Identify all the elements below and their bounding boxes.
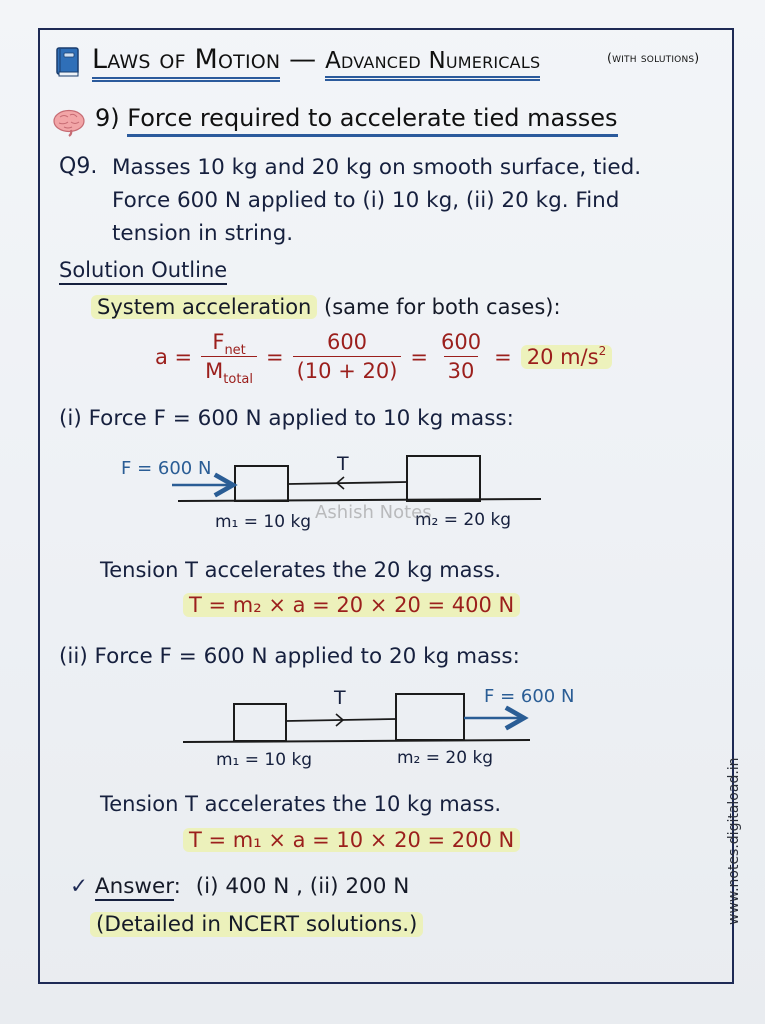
case2-tension-label: T: [334, 687, 346, 709]
title-dash: —: [289, 44, 317, 75]
answer-label: Answer: [94, 874, 174, 899]
case2-m1-label: m₁ = 10 kg: [216, 750, 313, 770]
system-acceleration-note: (same for both cases):: [324, 295, 561, 319]
section-number: 9): [95, 104, 120, 132]
system-acceleration-label: System acceleration: [91, 295, 317, 319]
fraction-numerator: 600: [441, 330, 482, 354]
result-exponent: 2: [598, 343, 607, 358]
case1-m1-label: m₁ = 10 kg: [215, 512, 312, 532]
fraction-numerator: 600: [326, 330, 368, 354]
case1-title: (i) Force F = 600 N applied to 10 kg mass:: [59, 406, 514, 431]
question-line: tension in string.: [112, 221, 294, 246]
case2-title: (ii) Force F = 600 N applied to 20 kg mass:: [59, 644, 520, 669]
mass-block-m1: [235, 466, 288, 501]
diagram-case2: [183, 694, 530, 742]
string: [288, 482, 407, 484]
answer-value: (i) 400 N , (ii) 200 N: [195, 874, 410, 899]
fnet-subscript: net: [224, 343, 246, 358]
fraction-denominator: 30: [444, 356, 479, 383]
formula-lhs: a =: [155, 344, 193, 369]
title-main: Laws of Motion: [92, 44, 280, 82]
mass-block-m2: [407, 456, 480, 501]
question-label: Q9.: [59, 154, 98, 179]
watermark: Ashish Notes: [315, 502, 432, 523]
section-heading: Force required to accelerate tied masses: [127, 104, 617, 137]
case1-explanation: Tension T accelerates the 20 kg mass.: [100, 558, 502, 582]
title-secondary: Advanced Numericals: [325, 48, 540, 81]
answer-detail: (Detailed in NCERT solutions.): [90, 912, 423, 937]
answer-colon: :: [173, 874, 181, 899]
case1-equation: T = m₂ × a = 20 × 20 = 400 N: [183, 593, 520, 617]
fraction-denominator: (10 + 20): [293, 356, 402, 383]
title-note: (with solutions): [607, 50, 700, 65]
case2-force-label: F = 600 N: [484, 686, 575, 707]
case1-tension-label: T: [337, 453, 349, 475]
mtotal-subscript: total: [223, 372, 253, 387]
fnet-symbol: F: [212, 330, 225, 354]
case2-explanation: Tension T accelerates the 10 kg mass.: [100, 792, 502, 816]
diagram-case1: [172, 456, 541, 501]
mtotal-symbol: M: [205, 359, 224, 383]
result-value: 20 m/s: [526, 344, 599, 369]
case1-force-label: F = 600 N: [121, 458, 212, 479]
solution-heading: Solution Outline: [59, 258, 227, 285]
check-icon: ✓: [70, 874, 89, 899]
case2-equation: T = m₁ × a = 10 × 20 = 200 N: [183, 828, 520, 852]
equals-sign: =: [494, 344, 512, 369]
equals-sign: =: [410, 344, 428, 369]
case1-m2-label: m₂ = 20 kg: [415, 510, 512, 530]
side-url: www.notes.digitaload.in: [726, 757, 742, 925]
answer-line: [70, 874, 409, 899]
mass-block-m1: [234, 704, 286, 741]
question-line: Force 600 N applied to (i) 10 kg, (ii) 20 kg. Find: [112, 188, 620, 213]
mass-block-m2: [396, 694, 464, 740]
case2-m2-label: m₂ = 20 kg: [397, 748, 494, 768]
equals-sign: =: [266, 344, 284, 369]
question-line: Masses 10 kg and 20 kg on smooth surface, tied.: [112, 155, 642, 180]
